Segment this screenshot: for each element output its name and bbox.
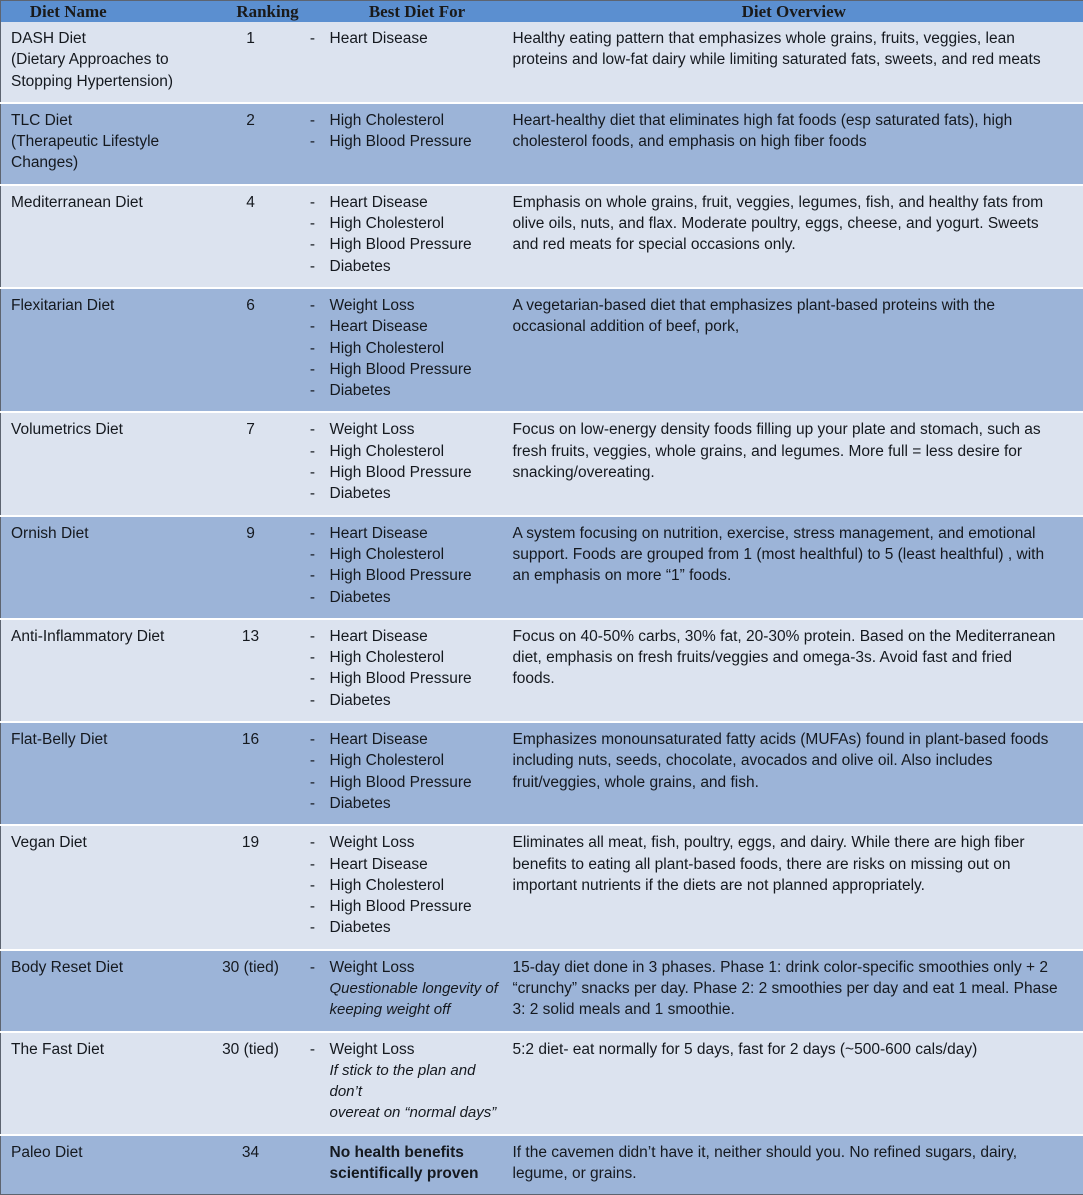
dash-bullet-icon: -	[296, 544, 330, 565]
best-for-item: High Cholesterol	[330, 647, 499, 668]
dash-bullet-icon: -	[296, 462, 330, 483]
dash-bullet-icon: -	[296, 483, 330, 504]
cell-diet-overview	[505, 1135, 1083, 1195]
best-for-item: Weight Loss	[330, 419, 499, 440]
dash-bullet-icon: -	[296, 917, 330, 938]
cell-diet-overview	[505, 619, 1083, 722]
dash-bullet-icon: -	[296, 213, 330, 234]
overview-line: “crunchy” snacks per day. Phase 2: 2 smoothies per day and eat 1 meal. Phase	[513, 978, 1070, 999]
cell-ranking: 34	[206, 1135, 296, 1195]
cell-diet-name	[1, 22, 206, 103]
cell-best-diet-for	[330, 1032, 505, 1135]
cell-bullet-dashes	[296, 722, 330, 825]
best-for-note: If stick to the plan and don’t	[330, 1060, 499, 1103]
overview-line: 3: 2 solid meals and 1 smoothie.	[513, 999, 1070, 1020]
cell-diet-name	[1, 185, 206, 288]
diet-name-line: Flat-Belly Diet	[11, 729, 200, 750]
best-for-item: Weight Loss	[330, 957, 499, 978]
best-for-note-bold: No health benefits	[330, 1142, 499, 1163]
table-header-row	[1, 1, 1083, 23]
cell-diet-overview	[505, 516, 1083, 619]
diet-name-line: DASH Diet	[11, 28, 200, 49]
best-for-item: High Blood Pressure	[330, 668, 499, 689]
dash-bullet-icon: -	[296, 441, 330, 462]
best-for-item: Diabetes	[330, 256, 499, 277]
best-for-item: High Cholesterol	[330, 875, 499, 896]
best-for-note-bold: scientifically proven	[330, 1163, 499, 1184]
overview-line: an emphasis on more “1” foods.	[513, 565, 1070, 586]
dash-bullet-icon: -	[296, 729, 330, 750]
best-for-item: Diabetes	[330, 917, 499, 938]
overview-line: Healthy eating pattern that emphasizes whole grains, fruits, veggies, lean	[513, 28, 1070, 49]
cell-diet-name	[1, 103, 206, 185]
cell-diet-name	[1, 288, 206, 412]
dash-bullet-icon: -	[296, 380, 330, 401]
cell-bullet-dashes	[296, 950, 330, 1032]
table-row	[1, 1135, 1083, 1195]
cell-diet-name	[1, 825, 206, 949]
best-for-item: High Cholesterol	[330, 213, 499, 234]
cell-diet-overview	[505, 722, 1083, 825]
cell-best-diet-for	[330, 412, 505, 515]
dash-bullet-icon: -	[296, 523, 330, 544]
diet-name-line: The Fast Diet	[11, 1039, 200, 1060]
cell-bullet-dashes	[296, 103, 330, 185]
cell-diet-overview	[505, 1032, 1083, 1135]
cell-best-diet-for	[330, 185, 505, 288]
table-row	[1, 185, 1083, 288]
cell-diet-overview	[505, 950, 1083, 1032]
best-for-item: Weight Loss	[330, 832, 499, 853]
cell-bullet-dashes	[296, 619, 330, 722]
overview-line: olive oils, nuts, and flax. Moderate poultry, eggs, cheese, and yogurt. Sweets	[513, 213, 1070, 234]
overview-line: proteins and low-fat dairy while limiting saturated fats, sweets, and red meats	[513, 49, 1070, 70]
overview-line: important nutrients if the diets are not planned appropriately.	[513, 875, 1070, 896]
best-for-note: keeping weight off	[330, 999, 499, 1020]
cell-best-diet-for	[330, 288, 505, 412]
cell-bullet-dashes	[296, 22, 330, 103]
overview-line: Emphasizes monounsaturated fatty acids (MUFAs) found in plant-based foods	[513, 729, 1070, 750]
best-for-item: High Cholesterol	[330, 441, 499, 462]
cell-best-diet-for	[330, 22, 505, 103]
dash-bullet-icon: -	[296, 131, 330, 152]
overview-line: A system focusing on nutrition, exercise, stress management, and emotional	[513, 523, 1070, 544]
cell-diet-overview	[505, 288, 1083, 412]
overview-line: Eliminates all meat, fish, poultry, eggs, and dairy. While there are high fiber	[513, 832, 1070, 853]
overview-line: and red meats for special occasions only.	[513, 234, 1070, 255]
best-for-note: Questionable longevity of	[330, 978, 499, 999]
cell-diet-overview	[505, 22, 1083, 103]
cell-diet-overview	[505, 825, 1083, 949]
dash-bullet-icon: -	[296, 295, 330, 316]
diet-name-line: Paleo Diet	[11, 1142, 200, 1163]
overview-line: A vegetarian-based diet that emphasizes plant-based proteins with the	[513, 295, 1070, 316]
cell-ranking: 16	[206, 722, 296, 825]
dash-bullet-icon: -	[296, 1039, 330, 1060]
cell-best-diet-for	[330, 619, 505, 722]
overview-line: foods.	[513, 668, 1070, 689]
overview-line: If the cavemen didn’t have it, neither should you. No refined sugars, dairy,	[513, 1142, 1070, 1163]
overview-line: snacking/overeating.	[513, 462, 1070, 483]
best-for-item: High Cholesterol	[330, 750, 499, 771]
dash-bullet-icon: -	[296, 359, 330, 380]
cell-best-diet-for	[330, 950, 505, 1032]
cell-ranking: 30 (tied)	[206, 950, 296, 1032]
cell-bullet-dashes	[296, 1135, 330, 1195]
overview-line: cholesterol foods, and emphasis on high fiber foods	[513, 131, 1070, 152]
best-for-item: High Cholesterol	[330, 338, 499, 359]
dash-bullet-icon: -	[296, 338, 330, 359]
dash-bullet-icon: -	[296, 256, 330, 277]
best-for-item: High Blood Pressure	[330, 359, 499, 380]
table-row	[1, 825, 1083, 949]
best-for-item: Heart Disease	[330, 316, 499, 337]
table-row	[1, 950, 1083, 1032]
cell-bullet-dashes	[296, 288, 330, 412]
diet-name-line: Stopping Hypertension)	[11, 71, 200, 92]
best-for-item: High Blood Pressure	[330, 565, 499, 586]
column-header-ranking: Ranking	[206, 1, 330, 23]
best-for-item: Weight Loss	[330, 295, 499, 316]
cell-best-diet-for	[330, 516, 505, 619]
overview-line: fresh fruits, veggies, whole grains, and legumes. More full = less desire for	[513, 441, 1070, 462]
best-for-item: Diabetes	[330, 690, 499, 711]
cell-ranking: 30 (tied)	[206, 1032, 296, 1135]
dash-bullet-icon: -	[296, 875, 330, 896]
table-row	[1, 1032, 1083, 1135]
best-for-item: High Cholesterol	[330, 544, 499, 565]
cell-bullet-dashes	[296, 516, 330, 619]
overview-line: occasional addition of beef, pork,	[513, 316, 1070, 337]
dash-bullet-icon: -	[296, 772, 330, 793]
dash-bullet-icon: -	[296, 234, 330, 255]
dash-bullet-icon: -	[296, 316, 330, 337]
best-for-item: Heart Disease	[330, 192, 499, 213]
cell-ranking: 1	[206, 22, 296, 103]
dash-bullet-icon: -	[296, 110, 330, 131]
cell-ranking: 2	[206, 103, 296, 185]
best-for-item: Heart Disease	[330, 729, 499, 750]
diet-name-line: Vegan Diet	[11, 832, 200, 853]
column-header-diet-name: Diet Name	[1, 1, 206, 23]
cell-bullet-dashes	[296, 825, 330, 949]
dash-bullet-icon: -	[296, 832, 330, 853]
dash-bullet-icon: -	[296, 668, 330, 689]
diet-name-line: TLC Diet	[11, 110, 200, 131]
best-for-item: High Blood Pressure	[330, 772, 499, 793]
best-for-item: Diabetes	[330, 380, 499, 401]
dash-bullet-icon: -	[296, 626, 330, 647]
dash-bullet-icon: -	[296, 793, 330, 814]
cell-ranking: 4	[206, 185, 296, 288]
cell-diet-overview	[505, 412, 1083, 515]
diet-name-line: Anti-Inflammatory Diet	[11, 626, 200, 647]
table-row	[1, 619, 1083, 722]
diet-name-line: (Dietary Approaches to	[11, 49, 200, 70]
table-row	[1, 288, 1083, 412]
best-for-item: High Blood Pressure	[330, 131, 499, 152]
diet-name-line: (Therapeutic Lifestyle	[11, 131, 200, 152]
cell-best-diet-for	[330, 825, 505, 949]
best-for-note: overeat on “normal days”	[330, 1102, 499, 1123]
cell-diet-name	[1, 1032, 206, 1135]
table-row	[1, 103, 1083, 185]
overview-line: 15-day diet done in 3 phases. Phase 1: drink color-specific smoothies only + 2	[513, 957, 1070, 978]
cell-bullet-dashes	[296, 1032, 330, 1135]
dash-bullet-icon: -	[296, 896, 330, 917]
best-for-item: Diabetes	[330, 587, 499, 608]
dash-bullet-icon: -	[296, 957, 330, 978]
cell-diet-name	[1, 722, 206, 825]
table-row	[1, 722, 1083, 825]
overview-line: 5:2 diet- eat normally for 5 days, fast for 2 days (~500-600 cals/day)	[513, 1039, 1070, 1060]
overview-line: legume, or grains.	[513, 1163, 1070, 1184]
cell-ranking: 7	[206, 412, 296, 515]
diet-name-line: Mediterranean Diet	[11, 192, 200, 213]
best-for-item: High Blood Pressure	[330, 234, 499, 255]
dash-bullet-icon: -	[296, 565, 330, 586]
overview-line: Heart-healthy diet that eliminates high fat foods (esp saturated fats), high	[513, 110, 1070, 131]
cell-bullet-dashes	[296, 412, 330, 515]
best-for-item: High Cholesterol	[330, 110, 499, 131]
dash-bullet-icon: -	[296, 28, 330, 49]
cell-ranking: 6	[206, 288, 296, 412]
cell-ranking: 9	[206, 516, 296, 619]
diet-name-line: Body Reset Diet	[11, 957, 200, 978]
best-for-item: Heart Disease	[330, 854, 499, 875]
cell-bullet-dashes	[296, 185, 330, 288]
overview-line: benefits to eating all plant-based foods, there are risks on missing out on	[513, 854, 1070, 875]
best-for-item: High Blood Pressure	[330, 896, 499, 917]
dash-bullet-icon: -	[296, 647, 330, 668]
overview-line: including nuts, seeds, chocolate, avocados and olive oil. Also includes	[513, 750, 1070, 771]
diet-name-line: Volumetrics Diet	[11, 419, 200, 440]
overview-line: diet, emphasis on fresh fruits/veggies and omega-3s. Avoid fast and fried	[513, 647, 1070, 668]
best-for-item: Diabetes	[330, 483, 499, 504]
cell-diet-name	[1, 516, 206, 619]
cell-diet-name	[1, 1135, 206, 1195]
dash-bullet-icon: -	[296, 587, 330, 608]
column-header-best-diet-for: Best Diet For	[330, 1, 505, 23]
cell-best-diet-for	[330, 1135, 505, 1195]
cell-best-diet-for	[330, 722, 505, 825]
table-row	[1, 22, 1083, 103]
table-header	[1, 1, 1083, 23]
overview-line: Focus on low-energy density foods filling up your plate and stomach, such as	[513, 419, 1070, 440]
dash-bullet-icon: -	[296, 854, 330, 875]
best-for-item: Weight Loss	[330, 1039, 499, 1060]
overview-line: support. Foods are grouped from 1 (most healthful) to 5 (least healthful) , with	[513, 544, 1070, 565]
diet-name-line: Changes)	[11, 152, 200, 173]
best-for-item: High Blood Pressure	[330, 462, 499, 483]
overview-line: fruit/veggies, whole grains, and fish.	[513, 772, 1070, 793]
overview-line: Focus on 40-50% carbs, 30% fat, 20-30% protein. Based on the Mediterranean	[513, 626, 1070, 647]
dash-bullet-icon: -	[296, 419, 330, 440]
cell-diet-overview	[505, 103, 1083, 185]
table-body	[1, 22, 1083, 1195]
table-row	[1, 516, 1083, 619]
dash-bullet-icon: -	[296, 750, 330, 771]
best-for-item: Heart Disease	[330, 28, 499, 49]
cell-best-diet-for	[330, 103, 505, 185]
diet-name-line: Flexitarian Diet	[11, 295, 200, 316]
cell-diet-name	[1, 412, 206, 515]
cell-diet-overview	[505, 185, 1083, 288]
cell-ranking: 19	[206, 825, 296, 949]
cell-ranking: 13	[206, 619, 296, 722]
best-for-item: Diabetes	[330, 793, 499, 814]
table-row	[1, 412, 1083, 515]
cell-diet-name	[1, 619, 206, 722]
column-header-diet-overview: Diet Overview	[505, 1, 1083, 23]
dash-bullet-icon: -	[296, 690, 330, 711]
best-for-item: Heart Disease	[330, 626, 499, 647]
best-for-item: Heart Disease	[330, 523, 499, 544]
diet-name-line: Ornish Diet	[11, 523, 200, 544]
dash-bullet-icon: -	[296, 192, 330, 213]
cell-diet-name	[1, 950, 206, 1032]
overview-line: Emphasis on whole grains, fruit, veggies, legumes, fish, and healthy fats from	[513, 192, 1070, 213]
